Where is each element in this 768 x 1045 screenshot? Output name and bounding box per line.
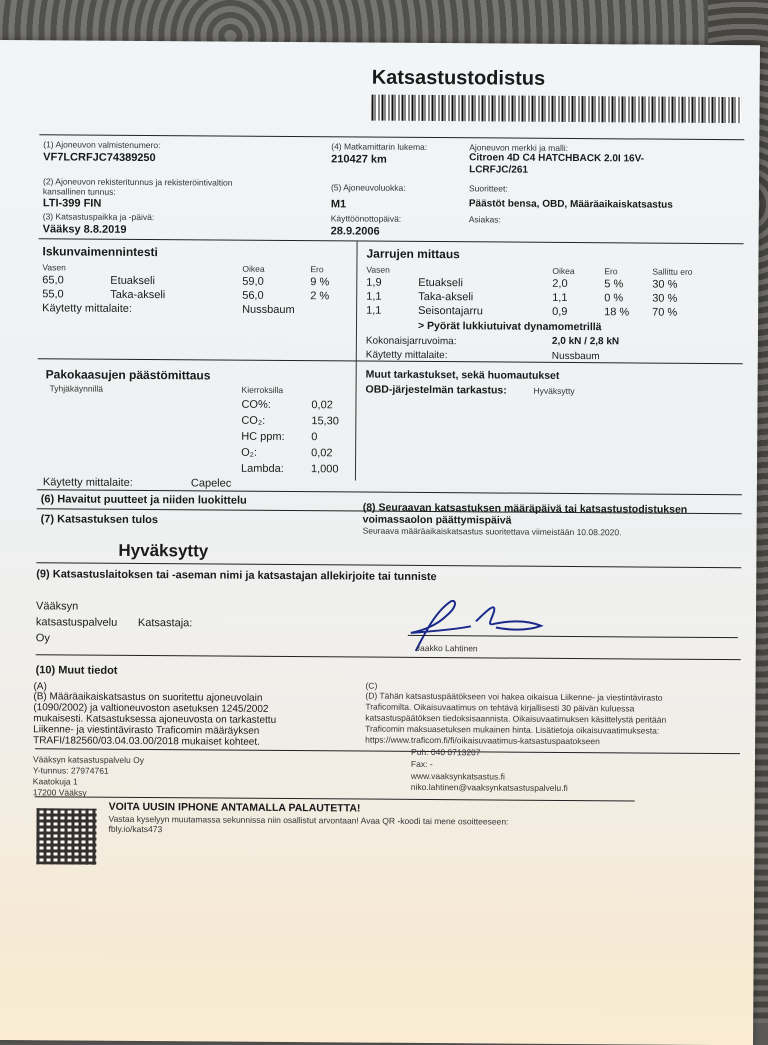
result-title: (7) Katsastuksen tulos	[40, 513, 159, 527]
brakes-device: Nussbaum	[551, 350, 600, 363]
promo-link[interactable]: fbly.io/kats473	[108, 823, 163, 835]
emission-label: CO₂:	[241, 414, 266, 427]
station-name-1: Vääksyn	[36, 600, 79, 613]
other-info-b: TRAFI/182560/03.04.03.00/2018 mukaiset kohteet.	[33, 735, 260, 748]
customer-label: Asiakas:	[468, 214, 501, 225]
other-info-b: mukaisesti. Katsastuksessa ajoneuvosta on tarkastettu	[33, 713, 277, 726]
emission-value: 15,30	[311, 415, 339, 428]
class-label: (5) Ajoneuvoluokka:	[330, 182, 406, 193]
shock-title: Iskunvaimennintesti	[42, 244, 158, 260]
emission-value: 0	[311, 431, 318, 444]
promo-title: VOITA UUSIN IPHONE ANTAMALLA PALAUTETTA!	[108, 800, 361, 815]
footer-ytunnus: Y-tunnus: 27974761	[32, 765, 109, 776]
divider	[39, 238, 744, 244]
promo-text: Vastaa kyselyyn muutamassa sekunnissa niin osallistut arvontaan! Avaa QR -koodi tai mene osoitteeseen:	[108, 813, 509, 827]
shock-col-right: Oikea	[242, 263, 265, 274]
shock-row-left: 55,0	[42, 288, 64, 301]
brakes-col-allowed: Sallittu ero	[652, 266, 693, 277]
performed-value: Päästöt bensa, OBD, Määräaikaiskatsastus	[468, 198, 673, 211]
emissions-title: Pakokaasujen päästömittaus	[45, 367, 211, 383]
inspector-label: Katsastaja:	[137, 616, 193, 630]
footer-phone: Puh: 040 0713207	[411, 746, 481, 758]
brakes-row-diff: 18 %	[604, 306, 630, 319]
footer-company: Vääksyn katsastuspalvelu Oy	[32, 754, 145, 766]
brakes-total-label: Kokonaisjarruvoima:	[365, 335, 457, 348]
make-value-1: Citroen 4D C4 HATCHBACK 2.0I 16V-	[469, 152, 645, 165]
footer-fax: Fax: -	[410, 758, 433, 770]
shock-row-diff: 9 %	[310, 276, 330, 289]
shock-device-label: Käytetty mittalaite:	[42, 302, 133, 315]
emission-value: 0,02	[311, 399, 333, 412]
shock-row-left: 65,0	[42, 274, 64, 287]
divider	[36, 562, 741, 568]
qr-code[interactable]	[36, 808, 96, 864]
brakes-col-left: Vasen	[366, 264, 390, 275]
emission-label: O₂:	[241, 446, 258, 459]
other-info-title: (10) Muut tiedot	[35, 664, 118, 677]
shock-row-right: 56,0	[242, 289, 264, 302]
footer-email[interactable]: niko.lahtinen@vaaksynkatsastuspalvelu.fi	[410, 781, 568, 793]
emission-label: Lambda:	[240, 462, 284, 475]
brakes-title: Jarrujen mittaus	[366, 246, 460, 262]
brakes-note: > Pyörät lukkiutuivat dynamometrillä	[417, 319, 602, 334]
brakes-row-axle: Seisontajarru	[418, 304, 483, 318]
other-info-d-link[interactable]: https://www.traficom.fi/fi/oikaisuvaatimus-katsastuspaatokseen	[365, 734, 600, 747]
reg-label-1: (2) Ajoneuvon rekisteritunnus ja rekisteröintivaltion	[42, 176, 233, 188]
brakes-row-allowed: 30 %	[652, 292, 678, 305]
intro-label: Käyttöönottopäivä:	[330, 213, 402, 224]
reg-value: LTI-399 FIN	[42, 197, 102, 210]
class-value: M1	[330, 198, 347, 211]
document-title: Katsastustodistus	[371, 66, 546, 90]
emission-value: 0,02	[311, 447, 333, 460]
next-inspection-note: Seuraava määräaikaiskatsastus suoritettava viimeistään 10.08.2020.	[362, 525, 622, 538]
brakes-row-diff: 5 %	[604, 278, 624, 291]
brakes-row-allowed: 30 %	[652, 278, 678, 291]
divider	[36, 654, 741, 660]
obd-label: OBD-järjestelmän tarkastus:	[365, 383, 507, 397]
odometer-value: 210427 km	[331, 153, 387, 166]
other-info-b: (1090/2002) ja valtioneuvoston asetuksen 1245/2002	[33, 702, 269, 715]
brakes-row-left: 1,1	[366, 304, 382, 317]
brakes-row-left: 1,1	[366, 290, 382, 303]
brakes-row-right: 1,1	[552, 291, 568, 304]
brakes-col-right: Oikea	[552, 265, 575, 277]
shock-row-axle: Etuakseli	[110, 274, 156, 288]
footer-web[interactable]: www.vaaksynkatsastus.fi	[410, 770, 505, 782]
result-value: Hyväksytty	[118, 540, 209, 561]
other-info-b: (B) Määräaikaiskatsastus on suoritettu ajoneuvolain	[33, 691, 263, 704]
signer-title: (9) Katsastuslaitoksen tai -aseman nimi ja katsastajan allekirjoite tai tunniste	[36, 568, 437, 584]
vin-label: (1) Ajoneuvon valmistenumero:	[43, 139, 161, 151]
footer-postal: 17200 Vääksy	[32, 787, 87, 798]
performed-label: Suoritteet:	[468, 183, 508, 194]
other-info-d: Traficomin maksuasetuksen mukainen hinta. Lisätietoja oikaisuvaatimuksesta:	[365, 723, 660, 736]
emission-label: CO%:	[241, 398, 271, 411]
intro-value: 28.9.2006	[330, 225, 380, 238]
brakes-row-axle: Taka-akseli	[418, 290, 474, 304]
shock-col-diff: Ero	[310, 264, 324, 275]
emissions-rpm: Kierroksilla	[241, 384, 284, 395]
barcode	[371, 95, 741, 124]
next-inspection-2: voimassaolon päättymispäivä	[362, 513, 512, 527]
brakes-row-right: 2,0	[552, 277, 568, 290]
shock-col-left: Vasen	[42, 262, 66, 273]
brakes-col-diff: Ero	[604, 266, 618, 277]
other-info-b: Liikenne- ja viestintävirasto Traficomin määräyksen	[33, 724, 260, 737]
inspector-name: Jaakko Lahtinen	[415, 642, 478, 654]
brakes-row-axle: Etuakseli	[418, 276, 463, 290]
inspection-certificate	[0, 40, 760, 1045]
brakes-row-diff: 0 %	[604, 292, 624, 305]
emissions-device-label: Käytetty mittalaite:	[42, 476, 133, 489]
make-value-2: LCRFJC/261	[469, 164, 529, 176]
emissions-idle: Tyhjäkäynnillä	[49, 383, 103, 394]
next-inspection-1: (8) Seuraavan katsastuksen määräpäivä tai katsastustodistuksen	[362, 501, 688, 516]
shock-device: Nussbaum	[242, 303, 295, 317]
make-label: Ajoneuvon merkki ja malli:	[469, 142, 569, 153]
other-checks-title: Muut tarkastukset, sekä huomautukset	[365, 368, 560, 382]
defects-title: (6) Havaitut puutteet ja niiden luokittelu	[40, 493, 247, 507]
other-info-d: katsastuspäätöksen tiedoksisaannista. Oikaisuvaatimuksen käsittelystä peritään	[365, 712, 667, 725]
place-value: Vääksy 8.8.2019	[42, 223, 127, 236]
reg-label-2: kansallinen tunnus:	[42, 186, 116, 197]
station-name-2: katsastuspalvelu	[35, 616, 118, 629]
odometer-label: (4) Matkamittarin lukema:	[331, 141, 428, 152]
place-label: (3) Katsastuspaikka ja -päivä:	[42, 211, 155, 223]
vin-value: VF7LCRFJC74389250	[43, 151, 156, 165]
footer-street: Kaatokuja 1	[32, 776, 78, 787]
divider	[35, 748, 740, 754]
other-info-d: Traficomilta. Oikaisuvaatimus on tehtävä kirjallisesti 30 päivän kuluessa	[365, 701, 635, 714]
other-info-a: (A)	[33, 681, 47, 693]
brakes-row-right: 0,9	[552, 305, 568, 318]
emission-label: HC ppm:	[241, 430, 285, 443]
other-info-d: (D) Tähän katsastuspäätökseen voi hakea oikaisua Liikenne- ja viestintävirasto	[365, 690, 663, 703]
brakes-row-left: 1,9	[366, 276, 382, 289]
shock-row-axle: Taka-akseli	[110, 288, 166, 302]
shock-row-diff: 2 %	[310, 290, 330, 303]
emission-value: 1,000	[310, 463, 339, 476]
emissions-device: Capelec	[190, 477, 232, 490]
other-info-c: (C)	[365, 680, 378, 691]
shock-row-right: 59,0	[242, 275, 264, 288]
station-name-3: Oy	[35, 632, 50, 645]
brakes-total: 2,0 kN / 2,8 kN	[551, 335, 620, 348]
brakes-device-label: Käytetty mittalaite:	[365, 349, 448, 362]
obd-value: Hyväksytty	[533, 385, 575, 397]
brakes-row-allowed: 70 %	[652, 306, 678, 319]
